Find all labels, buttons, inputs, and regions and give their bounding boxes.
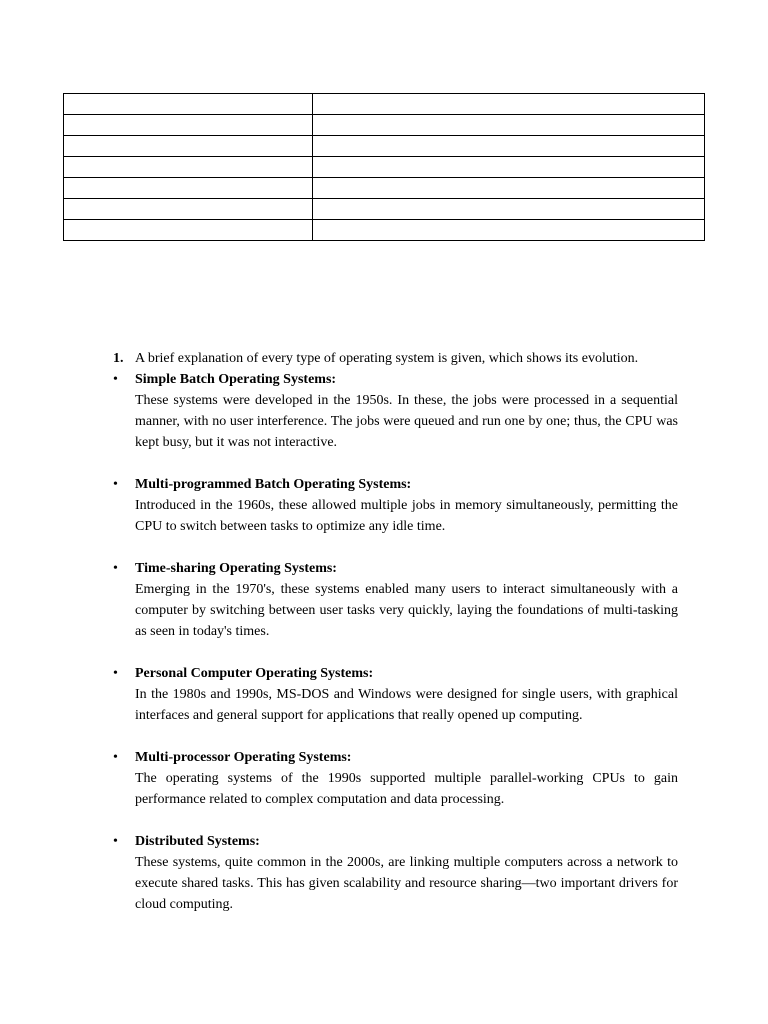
- list-item: [113, 747, 678, 810]
- list-item: [113, 831, 678, 915]
- table-cell: [64, 199, 313, 220]
- item-title: Distributed Systems:: [135, 834, 260, 849]
- table-cell: [64, 136, 313, 157]
- bullet-icon: •: [113, 372, 118, 387]
- list-item: [113, 474, 678, 537]
- table-cell: [64, 115, 313, 136]
- item-title: Multi-processor Operating Systems:: [135, 750, 352, 765]
- table-cell: [313, 94, 705, 115]
- bullet-icon: •: [113, 477, 118, 492]
- item-description: The operating systems of the 1990s supported multiple parallel-working CPUs to gain performance related to complex computation and data processing.: [135, 771, 678, 807]
- bullet-icon: •: [113, 561, 118, 576]
- table-cell: [313, 178, 705, 199]
- table-cell: [313, 157, 705, 178]
- table-row: [64, 220, 705, 241]
- item-title: Time-sharing Operating Systems:: [135, 561, 337, 576]
- table-row: [64, 157, 705, 178]
- table-cell: [64, 157, 313, 178]
- bullet-icon: •: [113, 834, 118, 849]
- list-number: 1.: [113, 351, 124, 366]
- table-row: [64, 136, 705, 157]
- table-cell: [313, 115, 705, 136]
- item-description: In the 1980s and 1990s, MS-DOS and Windows were designed for single users, with graphical interfaces and general support for applications that really opened up computing.: [135, 687, 678, 723]
- item-description: These systems, quite common in the 2000s, are linking multiple computers across a network to execute shared tasks. This has given scalability and resource sharing—two important drivers for cloud computing.: [135, 855, 678, 912]
- table-row: [64, 115, 705, 136]
- list-item: [113, 663, 678, 726]
- table-cell: [313, 136, 705, 157]
- table-row: [64, 199, 705, 220]
- item-title: Multi-programmed Batch Operating Systems:: [135, 477, 412, 492]
- table-row: [64, 94, 705, 115]
- table-cell: [64, 220, 313, 241]
- item-description: These systems were developed in the 1950s. In these, the jobs were processed in a sequential manner, with no user interference. The jobs were queued and run one by one; thus, the CPU was kept busy, but it was not interactive.: [135, 393, 678, 450]
- table-cell: [64, 178, 313, 199]
- intro-text: A brief explanation of every type of operating system is given, which shows its evolution.: [135, 351, 639, 366]
- list-item: [113, 558, 678, 642]
- bullet-icon: •: [113, 666, 118, 681]
- table-row: [64, 178, 705, 199]
- bullet-icon: •: [113, 750, 118, 765]
- list-item: [113, 369, 678, 453]
- item-title: Personal Computer Operating Systems:: [135, 666, 374, 681]
- item-title: Simple Batch Operating Systems:: [135, 372, 337, 387]
- table-cell: [64, 94, 313, 115]
- item-description: Introduced in the 1960s, these allowed multiple jobs in memory simultaneously, permitting the CPU to switch between tasks to optimize any idle time.: [135, 498, 678, 534]
- table-cell: [313, 220, 705, 241]
- item-description: Emerging in the 1970's, these systems enabled many users to interact simultaneously with a computer by switching between user tasks very quickly, laying the foundations of multi-tasking as seen in today's times.: [135, 582, 678, 639]
- empty-table: [63, 93, 705, 241]
- os-types-list: [113, 369, 678, 936]
- table-cell: [313, 199, 705, 220]
